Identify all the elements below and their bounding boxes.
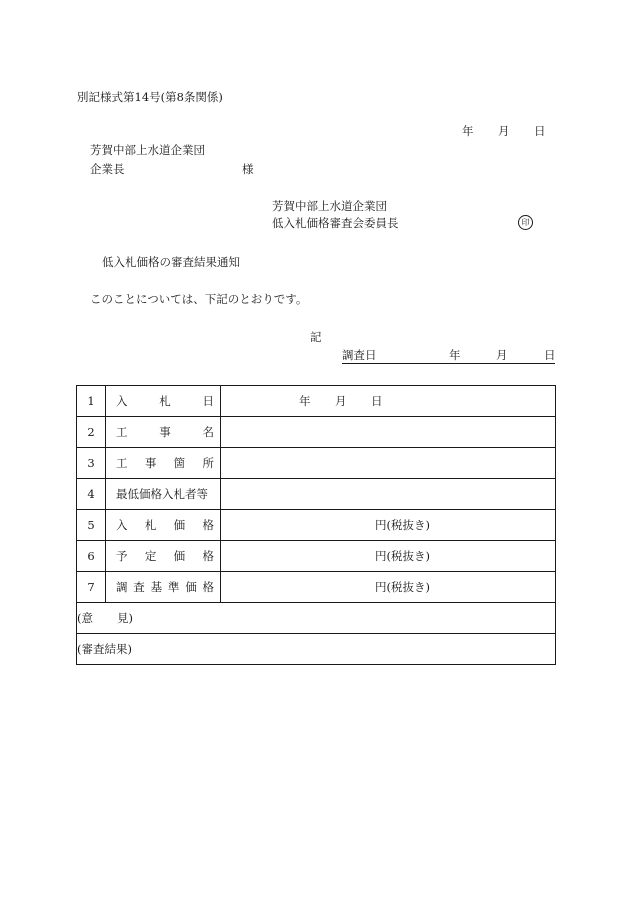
opinion-box bbox=[77, 603, 556, 634]
document-title: 低入札価格の審査結果通知 bbox=[102, 255, 240, 269]
row-label: 入 札 日 bbox=[106, 386, 221, 417]
row-label: 入 札 価 格 bbox=[106, 510, 221, 541]
row-value: 円(税抜き) bbox=[221, 572, 556, 603]
table-row bbox=[77, 510, 556, 541]
row-number: 2 bbox=[77, 417, 106, 448]
survey-date-line bbox=[342, 348, 555, 364]
row-number: 5 bbox=[77, 510, 106, 541]
row-number: 6 bbox=[77, 541, 106, 572]
result-label: (審査結果) bbox=[77, 642, 132, 656]
recipient-organization: 芳賀中部上水道企業団 bbox=[90, 143, 205, 157]
row-value: 円(税抜き) bbox=[221, 510, 556, 541]
table-row bbox=[77, 448, 556, 479]
survey-month: 月 bbox=[496, 348, 508, 362]
seal-mark: 印 bbox=[518, 215, 533, 230]
table-row bbox=[77, 541, 556, 572]
row-value bbox=[221, 448, 556, 479]
document-body: このことについては、下記のとおりです。 bbox=[90, 292, 308, 306]
date-month: 月 bbox=[498, 124, 510, 138]
survey-year: 年 bbox=[449, 348, 461, 362]
row-label: 最低価格入札者等 bbox=[106, 479, 221, 510]
opinion-label: (意 見) bbox=[77, 611, 133, 625]
survey-date-label: 調査日 bbox=[342, 348, 377, 362]
row-number: 7 bbox=[77, 572, 106, 603]
form-number: 別記様式第14号(第8条関係) bbox=[77, 90, 223, 104]
row-number: 3 bbox=[77, 448, 106, 479]
row-value bbox=[221, 479, 556, 510]
ki-heading: 記 bbox=[310, 330, 322, 344]
row-label: 予 定 価 格 bbox=[106, 541, 221, 572]
table-row bbox=[77, 417, 556, 448]
row-label: 工 事 名 bbox=[106, 417, 221, 448]
table-row bbox=[77, 572, 556, 603]
row-value bbox=[221, 417, 556, 448]
result-box bbox=[77, 634, 556, 665]
row-label: 調 査 基 準 価 格 bbox=[106, 572, 221, 603]
review-table bbox=[76, 385, 556, 665]
row-number: 1 bbox=[77, 386, 106, 417]
recipient-honorific: 様 bbox=[242, 162, 254, 176]
sender-title: 低入札価格審査会委員長 bbox=[272, 216, 399, 230]
row-number: 4 bbox=[77, 479, 106, 510]
date-day: 日 bbox=[534, 124, 546, 138]
table-row bbox=[77, 479, 556, 510]
recipient-title: 企業長 bbox=[90, 162, 125, 176]
row-value: 年 月 日 bbox=[221, 386, 556, 417]
row-value: 円(税抜き) bbox=[221, 541, 556, 572]
survey-day: 日 bbox=[544, 348, 556, 362]
sender-organization: 芳賀中部上水道企業団 bbox=[272, 199, 387, 213]
date-year: 年 bbox=[462, 124, 474, 138]
row-label: 工 事 箇 所 bbox=[106, 448, 221, 479]
table-row bbox=[77, 386, 556, 417]
